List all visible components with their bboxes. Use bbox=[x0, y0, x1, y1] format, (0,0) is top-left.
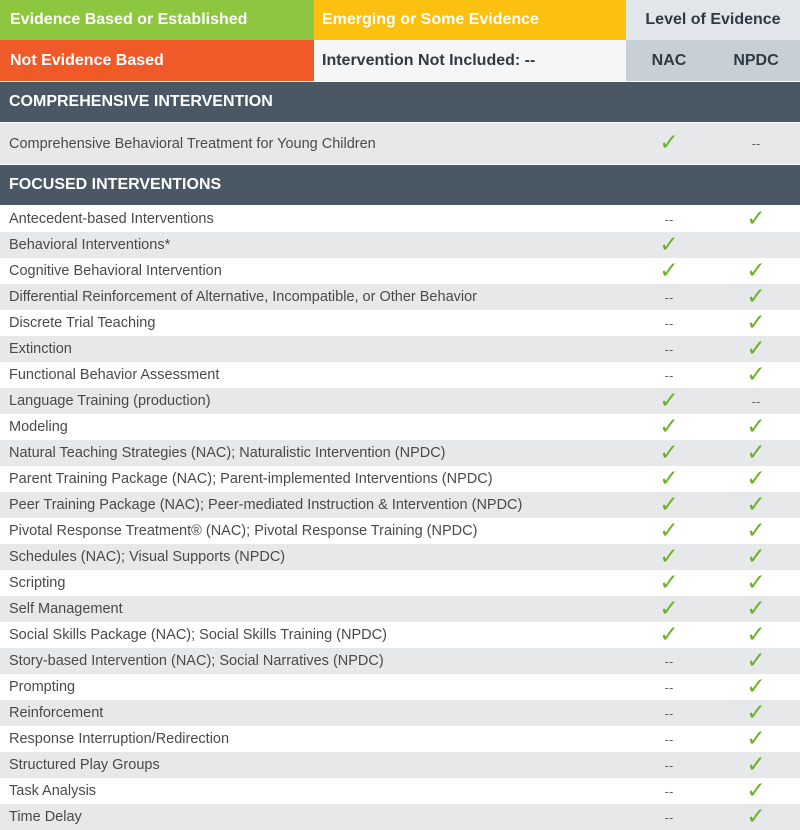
npdc-cell bbox=[712, 206, 800, 232]
nac-cell bbox=[626, 310, 712, 336]
legend-evidence-based bbox=[0, 0, 314, 40]
level-of-evidence-label: Level of Evidence bbox=[645, 11, 781, 28]
intervention-name: Extinction bbox=[9, 341, 72, 357]
level-of-evidence-header bbox=[626, 0, 800, 40]
nac-cell bbox=[626, 284, 712, 310]
nac-cell bbox=[626, 700, 712, 726]
section-title: FOCUSED INTERVENTIONS bbox=[9, 176, 222, 193]
not-included-dash: -- bbox=[664, 341, 674, 357]
nac-cell bbox=[626, 388, 712, 414]
intervention-name: Language Training (production) bbox=[9, 393, 211, 409]
nac-cell bbox=[626, 726, 712, 752]
nac-cell bbox=[626, 440, 712, 466]
nac-cell bbox=[626, 622, 712, 648]
npdc-cell bbox=[712, 648, 800, 674]
npdc-cell bbox=[712, 778, 800, 804]
check-icon: ✓ bbox=[746, 647, 766, 674]
not-included-dash: -- bbox=[664, 679, 674, 695]
check-icon: ✓ bbox=[746, 543, 766, 570]
check-icon: ✓ bbox=[746, 673, 766, 700]
legend-not-included bbox=[314, 40, 626, 81]
npdc-cell bbox=[712, 544, 800, 570]
npdc-cell bbox=[712, 388, 800, 414]
check-icon: ✓ bbox=[746, 777, 766, 804]
nac-cell bbox=[626, 336, 712, 362]
check-icon: ✓ bbox=[746, 361, 766, 388]
npdc-cell bbox=[712, 752, 800, 778]
not-included-dash: -- bbox=[664, 809, 674, 825]
section-header-comprehensive bbox=[0, 82, 800, 122]
check-icon: ✓ bbox=[746, 491, 766, 518]
intervention-name: Social Skills Package (NAC); Social Skills Training (NPDC) bbox=[9, 627, 387, 643]
check-icon: ✓ bbox=[659, 595, 679, 622]
check-icon: ✓ bbox=[746, 413, 766, 440]
table-row bbox=[0, 544, 800, 570]
table-row bbox=[0, 414, 800, 440]
table-row bbox=[0, 622, 800, 648]
table-row bbox=[0, 232, 800, 258]
table-row bbox=[0, 648, 800, 674]
check-icon: ✓ bbox=[659, 465, 679, 492]
section-header-focused bbox=[0, 165, 800, 205]
check-icon: ✓ bbox=[746, 335, 766, 362]
check-icon: ✓ bbox=[746, 569, 766, 596]
table-row bbox=[0, 674, 800, 700]
nac-cell bbox=[626, 258, 712, 284]
intervention-name: Prompting bbox=[9, 679, 76, 695]
column-header-nac bbox=[626, 40, 712, 81]
npdc-cell bbox=[712, 414, 800, 440]
nac-cell bbox=[626, 466, 712, 492]
intervention-name: Task Analysis bbox=[9, 783, 97, 799]
table-row bbox=[0, 596, 800, 622]
table-row bbox=[0, 492, 800, 518]
npdc-cell bbox=[712, 440, 800, 466]
intervention-name: Time Delay bbox=[9, 809, 82, 825]
npdc-cell bbox=[712, 466, 800, 492]
check-icon: ✓ bbox=[746, 751, 766, 778]
check-icon: ✓ bbox=[746, 517, 766, 544]
intervention-name: Cognitive Behavioral Intervention bbox=[9, 263, 222, 279]
nac-cell bbox=[626, 492, 712, 518]
check-icon: ✓ bbox=[746, 621, 766, 648]
table-row bbox=[0, 284, 800, 310]
check-icon: ✓ bbox=[746, 725, 766, 752]
npdc-cell bbox=[712, 726, 800, 752]
not-included-dash: -- bbox=[664, 289, 674, 305]
nac-cell bbox=[626, 570, 712, 596]
table-row bbox=[0, 518, 800, 544]
nac-cell bbox=[626, 232, 712, 258]
not-included-dash: -- bbox=[664, 211, 674, 227]
column-header-npdc-label: NPDC bbox=[733, 51, 779, 69]
intervention-name: Functional Behavior Assessment bbox=[9, 367, 220, 383]
intervention-name: Behavioral Interventions* bbox=[9, 237, 171, 253]
npdc-cell bbox=[712, 518, 800, 544]
table-row bbox=[0, 362, 800, 388]
intervention-name: Parent Training Package (NAC); Parent-implemented Interventions (NPDC) bbox=[9, 471, 493, 487]
not-included-dash: -- bbox=[664, 783, 674, 799]
legend-emerging bbox=[314, 0, 626, 40]
check-icon: ✓ bbox=[659, 517, 679, 544]
table-row bbox=[0, 700, 800, 726]
table-row bbox=[0, 752, 800, 778]
table-row bbox=[0, 440, 800, 466]
check-icon: ✓ bbox=[746, 283, 766, 310]
check-icon: ✓ bbox=[659, 569, 679, 596]
table-row bbox=[0, 206, 800, 232]
npdc-cell bbox=[712, 596, 800, 622]
table-row bbox=[0, 778, 800, 804]
intervention-name: Modeling bbox=[9, 419, 68, 435]
table-row bbox=[0, 726, 800, 752]
npdc-cell bbox=[712, 570, 800, 596]
check-icon: ✓ bbox=[659, 621, 679, 648]
check-icon: ✓ bbox=[659, 413, 679, 440]
npdc-cell bbox=[712, 362, 800, 388]
npdc-cell bbox=[712, 622, 800, 648]
nac-cell bbox=[626, 206, 712, 232]
intervention-name: Differential Reinforcement of Alternative, Incompatible, or Other Behavior bbox=[9, 289, 477, 305]
intervention-name: Natural Teaching Strategies (NAC); Naturalistic Intervention (NPDC) bbox=[9, 445, 446, 461]
table-row bbox=[0, 258, 800, 284]
not-included-dash: -- bbox=[664, 315, 674, 331]
nac-cell bbox=[626, 648, 712, 674]
not-included-dash: -- bbox=[664, 705, 674, 721]
section-title: COMPREHENSIVE INTERVENTION bbox=[9, 93, 273, 110]
legend-not-included-label: Intervention Not Included: -- bbox=[322, 51, 536, 69]
nac-cell bbox=[626, 804, 712, 830]
intervention-name: Schedules (NAC); Visual Supports (NPDC) bbox=[9, 549, 286, 565]
table-row bbox=[0, 466, 800, 492]
legend-evidence-based-label: Evidence Based or Established bbox=[10, 11, 248, 28]
not-included-dash: -- bbox=[664, 757, 674, 773]
nac-cell bbox=[626, 518, 712, 544]
npdc-cell bbox=[712, 492, 800, 518]
not-included-dash: -- bbox=[751, 136, 761, 151]
intervention-name: Response Interruption/Redirection bbox=[9, 731, 230, 747]
check-icon: ✓ bbox=[746, 803, 766, 830]
intervention-name: Structured Play Groups bbox=[9, 757, 160, 773]
intervention-name: Self Management bbox=[9, 601, 123, 617]
npdc-cell bbox=[712, 336, 800, 362]
check-icon: ✓ bbox=[746, 309, 766, 336]
intervention-name: Discrete Trial Teaching bbox=[9, 315, 156, 331]
legend-emerging-label: Emerging or Some Evidence bbox=[322, 11, 539, 28]
column-header-nac-label: NAC bbox=[651, 51, 687, 69]
check-icon: ✓ bbox=[659, 439, 679, 466]
npdc-cell bbox=[712, 284, 800, 310]
legend-not-evidence-based bbox=[0, 40, 314, 81]
check-icon: ✓ bbox=[746, 257, 766, 284]
nac-cell bbox=[626, 544, 712, 570]
nac-cell bbox=[626, 674, 712, 700]
npdc-cell bbox=[712, 123, 800, 164]
intervention-name: Scripting bbox=[9, 575, 66, 591]
npdc-cell bbox=[712, 310, 800, 336]
check-icon: ✓ bbox=[659, 491, 679, 518]
table-row bbox=[0, 804, 800, 830]
intervention-name: Peer Training Package (NAC); Peer-mediated Instruction & Intervention (NPDC) bbox=[9, 497, 523, 513]
table-row bbox=[0, 123, 800, 164]
legend bbox=[0, 0, 800, 81]
nac-cell bbox=[626, 362, 712, 388]
check-icon: ✓ bbox=[659, 257, 679, 284]
nac-cell bbox=[626, 123, 712, 164]
check-icon: ✓ bbox=[746, 699, 766, 726]
intervention-name: Comprehensive Behavioral Treatment for Young Children bbox=[9, 135, 376, 152]
check-icon: ✓ bbox=[659, 543, 679, 570]
intervention-name: Antecedent-based Interventions bbox=[9, 211, 214, 227]
check-icon: ✓ bbox=[746, 465, 766, 492]
nac-cell bbox=[626, 414, 712, 440]
check-icon: ✓ bbox=[746, 439, 766, 466]
npdc-cell bbox=[712, 258, 800, 284]
npdc-cell bbox=[712, 700, 800, 726]
check-icon: ✓ bbox=[746, 595, 766, 622]
not-included-dash: -- bbox=[664, 367, 674, 383]
check-icon: ✓ bbox=[659, 130, 679, 156]
legend-not-evidence-based-label: Not Evidence Based bbox=[10, 51, 164, 69]
npdc-cell bbox=[712, 804, 800, 830]
not-included-dash: -- bbox=[664, 653, 674, 669]
intervention-name: Pivotal Response Treatment® (NAC); Pivotal Response Training (NPDC) bbox=[9, 523, 478, 539]
intervention-name: Reinforcement bbox=[9, 705, 104, 721]
nac-cell bbox=[626, 778, 712, 804]
not-included-dash: -- bbox=[751, 393, 761, 409]
not-included-dash: -- bbox=[664, 731, 674, 747]
table-row bbox=[0, 310, 800, 336]
table-row bbox=[0, 388, 800, 414]
check-icon: ✓ bbox=[746, 205, 766, 232]
npdc-cell bbox=[712, 674, 800, 700]
check-icon: ✓ bbox=[659, 231, 679, 258]
check-icon: ✓ bbox=[659, 387, 679, 414]
npdc-cell bbox=[712, 232, 800, 258]
intervention-name: Story-based Intervention (NAC); Social Narratives (NPDC) bbox=[9, 653, 384, 669]
table-row bbox=[0, 336, 800, 362]
column-header-npdc bbox=[712, 40, 800, 81]
nac-cell bbox=[626, 596, 712, 622]
nac-cell bbox=[626, 752, 712, 778]
table-row bbox=[0, 570, 800, 596]
